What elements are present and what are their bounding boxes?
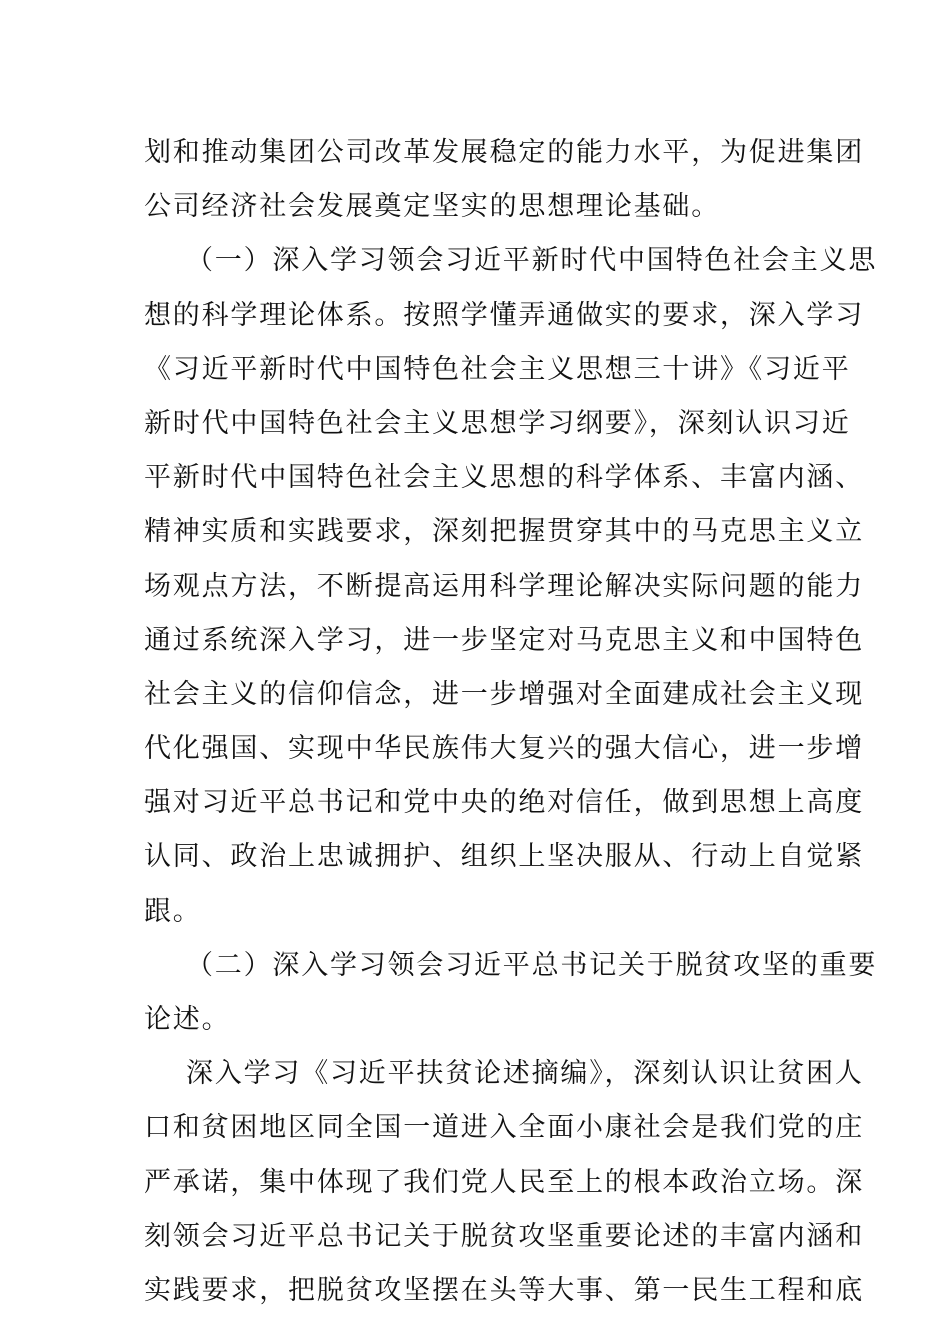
- text-line: 《习近平新时代中国特色社会主义思想三十讲》《习近平: [144, 353, 851, 385]
- text-line: 通过系统深入学习，进一步坚定对马克思主义和中国特色: [144, 624, 864, 656]
- text-line: 社会主义的信仰信念，进一步增强对全面建成社会主义现: [144, 678, 864, 710]
- text-line: 平新时代中国特色社会主义思想的科学体系、丰富内涵、: [144, 462, 864, 494]
- text-line: 强对习近平总书记和党中央的绝对信任，做到思想上高度: [144, 787, 864, 819]
- text-line: 严承诺，集中体现了我们党人民至上的根本政治立场。深: [144, 1166, 864, 1198]
- text-line: 代化强国、实现中华民族伟大复兴的强大信心，进一步增: [144, 733, 864, 765]
- text-line: 论述。: [144, 1004, 231, 1035]
- text-line: 场观点方法，不断提高运用科学理论解决实际问题的能力: [144, 570, 864, 602]
- text-line: 公司经济社会发展奠定坚实的思想理论基础。: [144, 191, 720, 223]
- text-line: 认同、政治上忠诚拥护、组织上坚决服从、行动上自觉紧: [144, 841, 864, 873]
- document-body: [144, 126, 878, 1318]
- text-line: 划和推动集团公司改革发展稳定的能力水平，为促进集团: [144, 137, 864, 168]
- text-line: 新时代中国特色社会主义思想学习纲要》，深刻认识习近: [144, 407, 851, 439]
- text-line: 跟。: [144, 895, 202, 927]
- text-line: 实践要求，把脱贫攻坚摆在头等大事、第一民生工程和底: [144, 1274, 864, 1306]
- text-line: 口和贫困地区同全国一道进入全面小康社会是我们党的庄: [144, 1112, 864, 1144]
- text-line: 想的科学理论体系。按照学懂弄通做实的要求，深入学习: [144, 299, 864, 331]
- text-line: 精神实质和实践要求，深刻把握贯穿其中的马克思主义立: [144, 516, 864, 548]
- text-line: 刻领会习近平总书记关于脱贫攻坚重要论述的丰富内涵和: [144, 1220, 864, 1252]
- section-heading-2: （二）深入学习领会习近平总书记关于脱贫攻坚的重要: [186, 949, 878, 981]
- section-heading-1: （一）深入学习领会习近平新时代中国特色社会主义思: [186, 245, 878, 277]
- paragraph-start: 深入学习《习近平扶贫论述摘编》，深刻认识让贫困人: [186, 1058, 864, 1090]
